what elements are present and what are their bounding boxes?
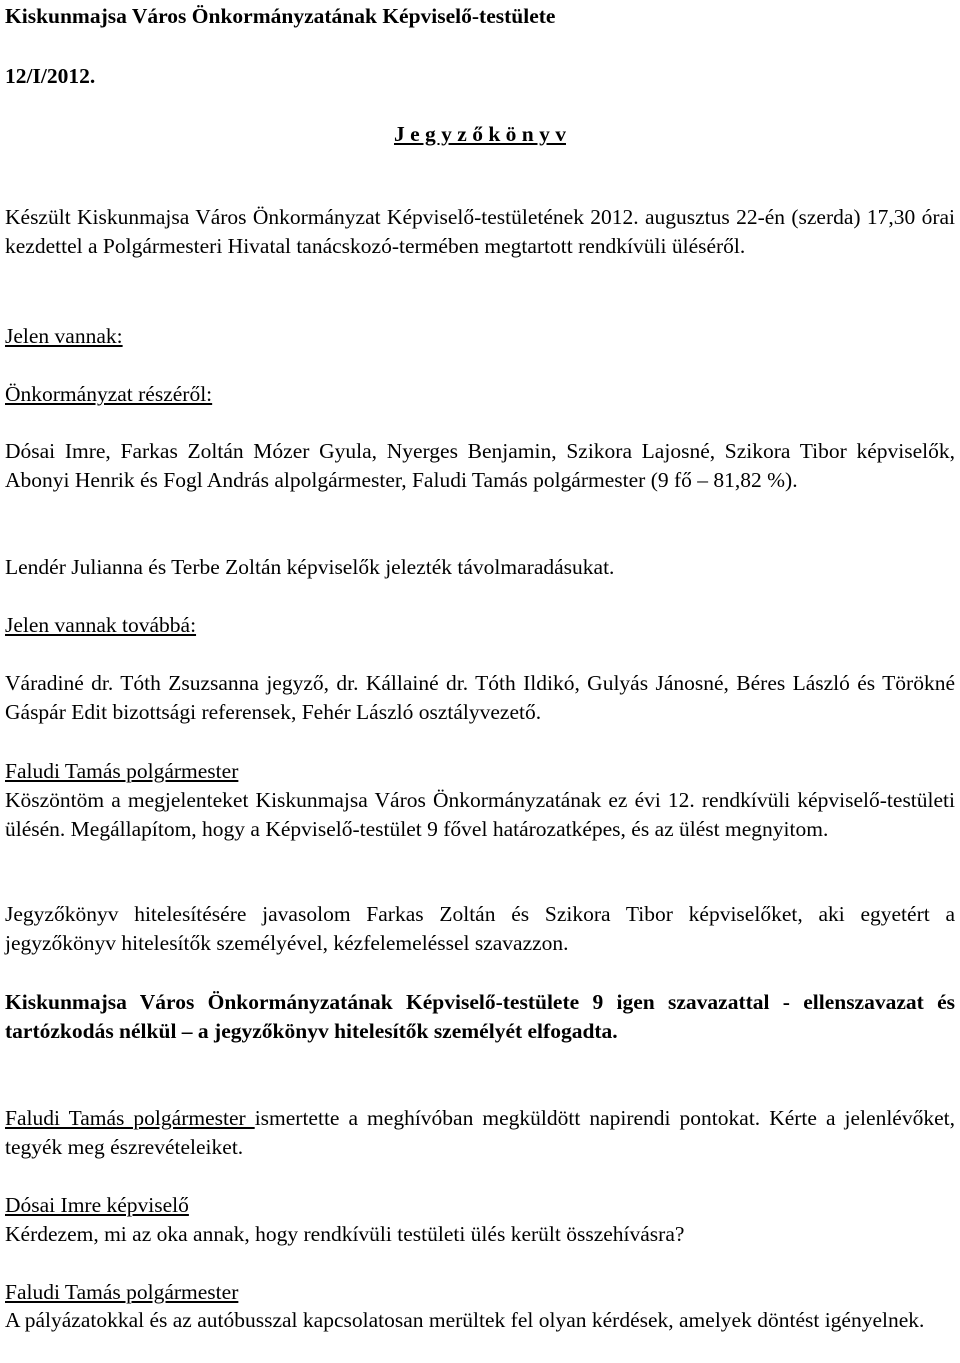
intro-paragraph: Készült Kiskunmajsa Város Önkormányzat Képviselő-testületének 2012. augusztus 22-én (szerda) 17,30 órai kezdettel a Polgármesteri Hivatal tanácskozó-termében megtartott rendkívüli üléséről. (5, 205, 955, 258)
document-number: 12/I/2012. (5, 64, 96, 88)
council-members-paragraph: Dósai Imre, Farkas Zoltán Mózer Gyula, Nyerges Benjamin, Szikora Lajosné, Szikora Tibor képviselők, Abonyi Henrik és Fogl András alpolgármester, Faludi Tamás polgármester (9 fő – 81,82 %). (5, 439, 955, 492)
speech-paragraph (5, 1104, 955, 1162)
speaker-label: Dósai Imre képviselő (5, 1193, 189, 1217)
also-present-heading: Jelen vannak továbbá: (5, 613, 197, 637)
absent-note: Lendér Julianna és Terbe Zoltán képviselők jelezték távolmaradásukat. (5, 555, 615, 579)
speech-paragraph: A pályázatokkal és az autóbusszal kapcsolatosan merültek fel olyan kérdések, amelyek döntést igényelnek. (5, 1308, 925, 1332)
document-title: J e g y z ő k ö n y v (394, 122, 566, 146)
speaker-label: Faludi Tamás polgármester (5, 759, 239, 783)
speech-paragraph: Kérdezem, mi az oka annak, hogy rendkívüli testületi ülés került összehívásra? (5, 1222, 685, 1246)
speech-paragraph: Jegyzőkönyv hitelesítésére javasolom Farkas Zoltán és Szikora Tibor képviselőket, aki egyetért a jegyzőkönyv hitelesítők személyével, kézfelemeléssel szavazzon. (5, 902, 955, 955)
speaker-label: Faludi Tamás polgármester (5, 1106, 255, 1130)
body-name-heading: Kiskunmajsa Város Önkormányzatának Képviselő-testülete (5, 4, 556, 28)
speech-text: ismertette a meghívóban megküldött napirendi pontokat. Kérte a jelenlévőket, tegyék meg észrevételeiket. (5, 1106, 955, 1159)
also-present-paragraph: Váradiné dr. Tóth Zsuzsanna jegyző, dr. Kállainé dr. Tóth Ildikó, Gulyás Jánosné, Béres László és Törökné Gáspár Edit bizottsági referensek, Fehér László osztályvezető. (5, 671, 955, 724)
speech-paragraph: Köszöntöm a megjelenteket Kiskunmajsa Város Önkormányzatának ez évi 12. rendkívüli képviselő-testületi ülésén. Megállapítom, hogy a Képviselő-testület 9 fővel határozatképes, és az ülést megnyitom. (5, 788, 955, 841)
council-heading: Önkormányzat részéről: (5, 382, 213, 406)
decision-paragraph: Kiskunmajsa Város Önkormányzatának Képviselő-testülete 9 igen szavazattal - ellenszavazat és tartózkodás nélkül – a jegyzőkönyv hitelesítők személyét elfogadta. (5, 990, 955, 1043)
present-heading: Jelen vannak: (5, 324, 123, 348)
speaker-label: Faludi Tamás polgármester (5, 1280, 239, 1304)
